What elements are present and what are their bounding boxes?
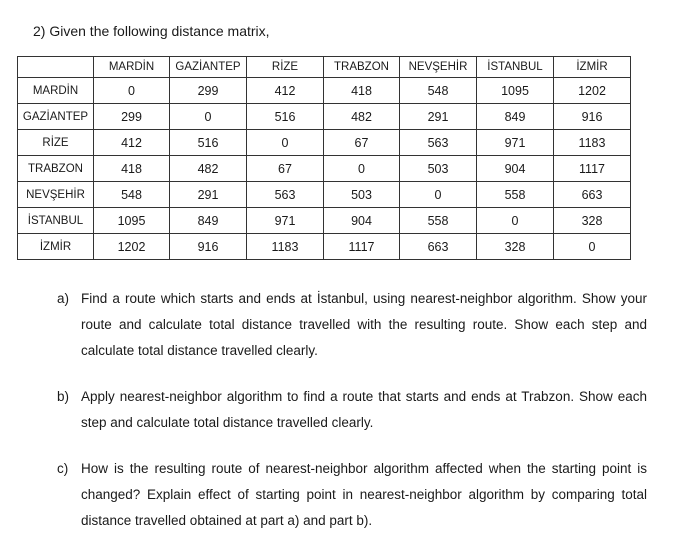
- table-cell: 563: [400, 130, 477, 156]
- question-label: b): [57, 389, 70, 404]
- table-cell: 412: [94, 130, 170, 156]
- table-cell: 67: [247, 156, 324, 182]
- table-cell: 548: [94, 182, 170, 208]
- table-row: [18, 234, 631, 260]
- row-header: TRABZON: [18, 156, 94, 182]
- table-row: [18, 104, 631, 130]
- table-cell: 663: [400, 234, 477, 260]
- table-cell: 328: [477, 234, 554, 260]
- table-cell: 299: [170, 78, 247, 104]
- column-header: İSTANBUL: [477, 57, 554, 78]
- table-cell: 563: [247, 182, 324, 208]
- table-cell: 0: [247, 130, 324, 156]
- question-item: [57, 384, 647, 436]
- table-cell: 1117: [554, 156, 631, 182]
- corner-cell: [18, 57, 94, 78]
- table-cell: 1202: [94, 234, 170, 260]
- question-text: Find a route which starts and ends at İstanbul, using nearest-neighbor algorithm. Show your route and calculate total distance travelled with the resulting route. Show each step and calculate total distance travelled clearly.: [81, 291, 647, 358]
- table-cell: 482: [324, 104, 400, 130]
- table-header-row: [18, 57, 631, 78]
- table-cell: 299: [94, 104, 170, 130]
- row-header: MARDİN: [18, 78, 94, 104]
- table-cell: 503: [324, 182, 400, 208]
- table-row: [18, 130, 631, 156]
- table-cell: 67: [324, 130, 400, 156]
- column-header: RİZE: [247, 57, 324, 78]
- question-label: c): [57, 461, 69, 476]
- table-cell: 558: [477, 182, 554, 208]
- table-cell: 1183: [554, 130, 631, 156]
- table-cell: 0: [400, 182, 477, 208]
- table-row: [18, 78, 631, 104]
- table-row: [18, 182, 631, 208]
- table-cell: 971: [477, 130, 554, 156]
- table-cell: 412: [247, 78, 324, 104]
- row-header: İZMİR: [18, 234, 94, 260]
- table-cell: 1095: [94, 208, 170, 234]
- question-text: How is the resulting route of nearest-neighbor algorithm affected when the starting point is changed? Explain effect of starting point in nearest-neighbor algorithm by comparing total distance travelled obtained at part a) and part b).: [81, 461, 647, 528]
- row-header: GAZİANTEP: [18, 104, 94, 130]
- table-cell: 849: [477, 104, 554, 130]
- table-cell: 0: [554, 234, 631, 260]
- table-cell: 516: [247, 104, 324, 130]
- table-cell: 558: [400, 208, 477, 234]
- question-text: Apply nearest-neighbor algorithm to find a route that starts and ends at Trabzon. Show each step and calculate total distance travelled clearly.: [81, 389, 647, 430]
- table-cell: 516: [170, 130, 247, 156]
- table-cell: 503: [400, 156, 477, 182]
- table-cell: 291: [170, 182, 247, 208]
- table-cell: 482: [170, 156, 247, 182]
- row-header: RİZE: [18, 130, 94, 156]
- table-cell: 849: [170, 208, 247, 234]
- table-cell: 548: [400, 78, 477, 104]
- table-cell: 904: [477, 156, 554, 182]
- distance-matrix-table: [17, 56, 631, 260]
- row-header: NEVŞEHİR: [18, 182, 94, 208]
- column-header: GAZİANTEP: [170, 57, 247, 78]
- table-cell: 418: [324, 78, 400, 104]
- table-cell: 328: [554, 208, 631, 234]
- table-cell: 1095: [477, 78, 554, 104]
- table-cell: 663: [554, 182, 631, 208]
- row-header: İSTANBUL: [18, 208, 94, 234]
- table-cell: 291: [400, 104, 477, 130]
- question-list: [57, 286, 647, 554]
- table-cell: 971: [247, 208, 324, 234]
- column-header: İZMİR: [554, 57, 631, 78]
- table-cell: 916: [554, 104, 631, 130]
- table-cell: 0: [170, 104, 247, 130]
- table-cell: 418: [94, 156, 170, 182]
- question-label: a): [57, 291, 70, 306]
- question-item: [57, 456, 647, 534]
- column-header: MARDİN: [94, 57, 170, 78]
- column-header: TRABZON: [324, 57, 400, 78]
- table-cell: 0: [94, 78, 170, 104]
- table-row: [18, 156, 631, 182]
- table-cell: 1183: [247, 234, 324, 260]
- table-cell: 0: [324, 156, 400, 182]
- table-cell: 916: [170, 234, 247, 260]
- table-cell: 1117: [324, 234, 400, 260]
- question-heading: 2) Given the following distance matrix,: [33, 23, 270, 39]
- table-cell: 904: [324, 208, 400, 234]
- table-cell: 0: [477, 208, 554, 234]
- table-row: [18, 208, 631, 234]
- column-header: NEVŞEHİR: [400, 57, 477, 78]
- question-item: [57, 286, 647, 364]
- table-cell: 1202: [554, 78, 631, 104]
